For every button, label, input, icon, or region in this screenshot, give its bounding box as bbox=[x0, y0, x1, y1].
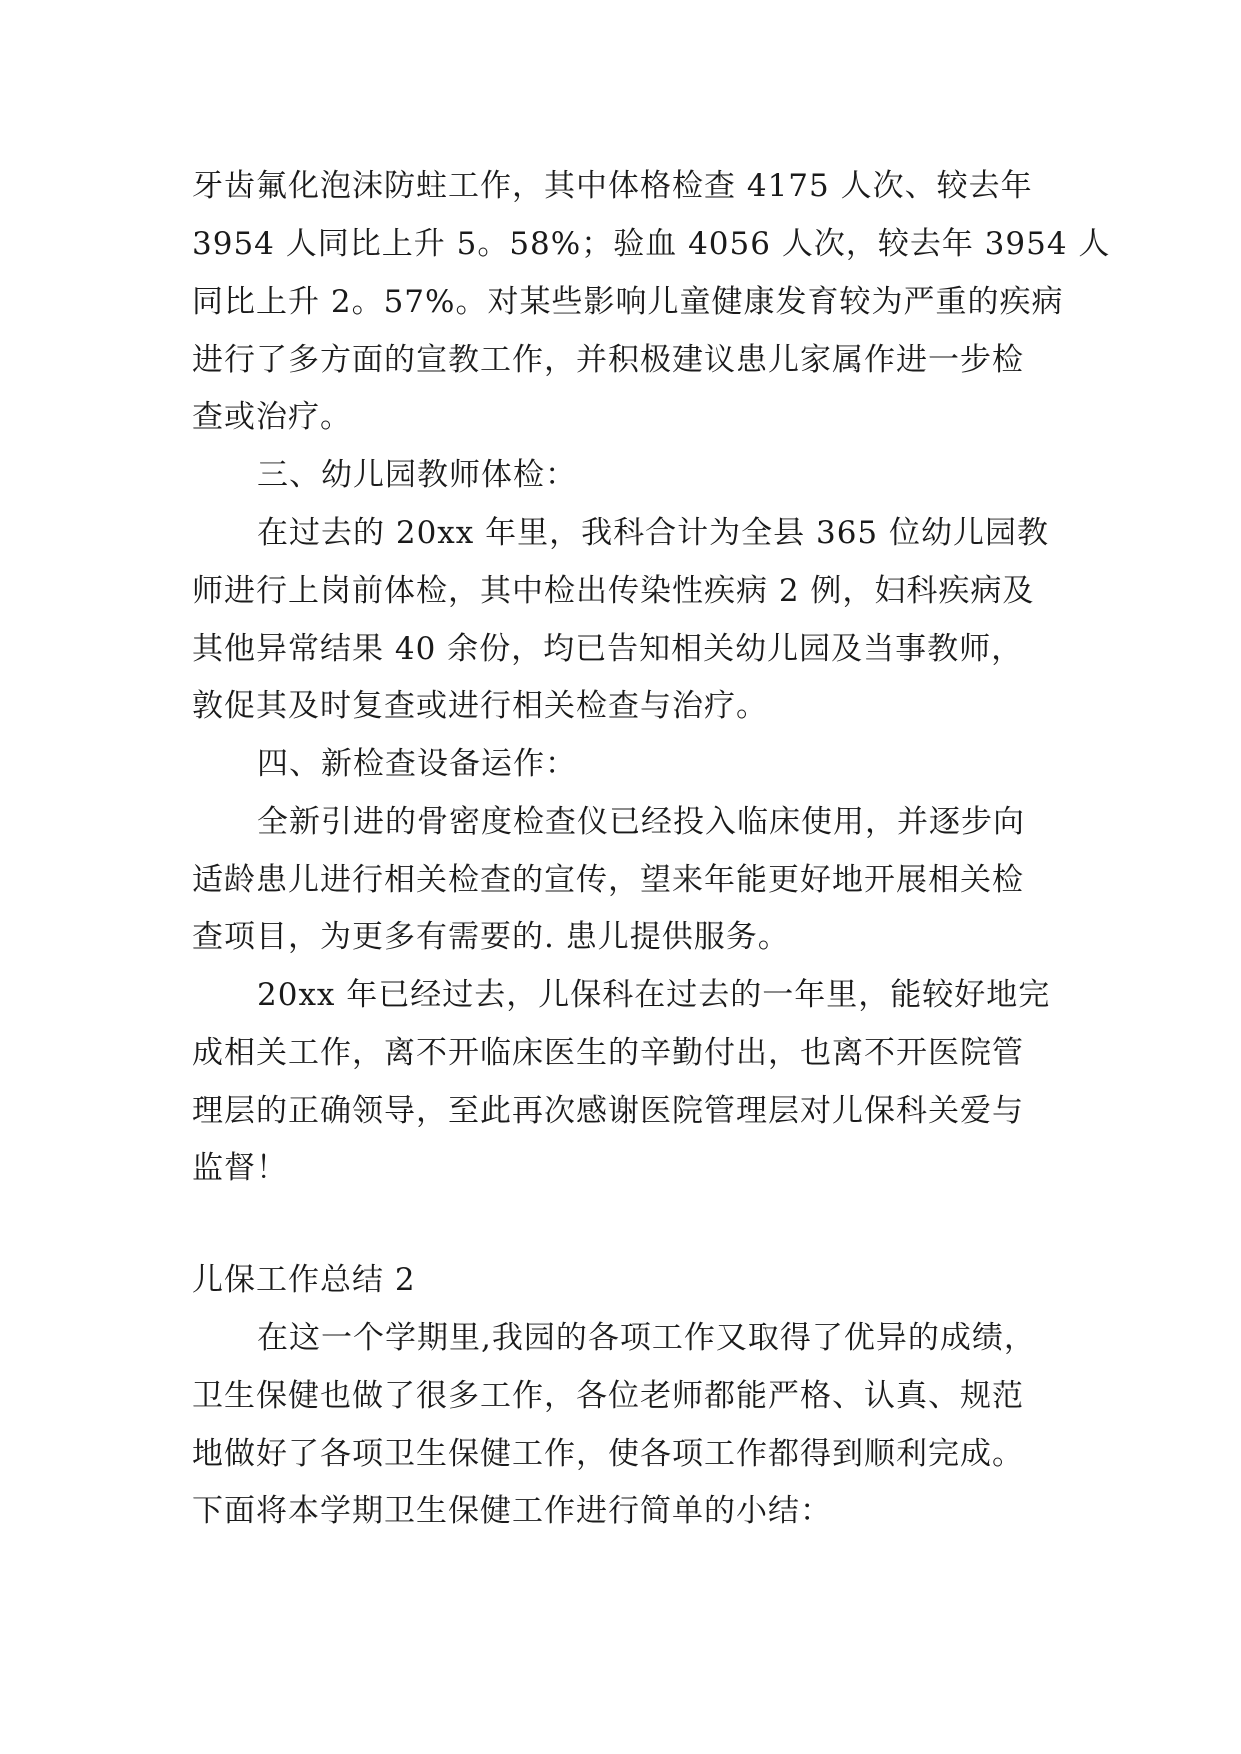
text-line: 敦促其及时复查或进行相关检查与治疗。 bbox=[192, 688, 768, 724]
text-line: 卫生保健也做了很多工作，各位老师都能严格、认真、规范 bbox=[192, 1378, 1024, 1414]
section-heading: 三、幼儿园教师体检： bbox=[257, 457, 577, 493]
text-line: 地做好了各项卫生保健工作，使各项工作都得到顺利完成。 bbox=[192, 1436, 1024, 1472]
text-line: 适龄患儿进行相关检查的宣传，望来年能更好地开展相关检 bbox=[192, 862, 1024, 898]
text-line: 其他异常结果 40 余份，均已告知相关幼儿园及当事教师， bbox=[192, 631, 1024, 667]
text-line: 师进行上岗前体检，其中检出传染性疾病 2 例，妇科疾病及 bbox=[192, 573, 1035, 609]
text-line: 20xx 年已经过去，儿保科在过去的一年里，能较好地完 bbox=[257, 977, 1051, 1013]
section-heading: 四、新检查设备运作： bbox=[257, 746, 577, 782]
text-line: 牙齿氟化泡沫防蛀工作，其中体格检查 4175 人次、较去年 bbox=[192, 168, 1033, 204]
doc-title: 儿保工作总结 2 bbox=[192, 1262, 416, 1298]
text-line: 查项目，为更多有需要的. 患儿提供服务。 bbox=[192, 919, 790, 955]
text-line: 全新引进的骨密度检查仪已经投入临床使用，并逐步向 bbox=[257, 804, 1025, 840]
text-line: 监督！ bbox=[192, 1150, 288, 1186]
text-line: 在这一个学期里,我园的各项工作又取得了优异的成绩， bbox=[257, 1320, 1036, 1356]
text-line: 在过去的 20xx 年里，我科合计为全县 365 位幼儿园教 bbox=[257, 515, 1049, 551]
text-line: 下面将本学期卫生保健工作进行简单的小结： bbox=[192, 1493, 832, 1529]
text-line: 查或治疗。 bbox=[192, 399, 352, 435]
text-line: 3954 人同比上升 5。58%；验血 4056 人次，较去年 3954 人 bbox=[192, 226, 1111, 262]
text-line: 同比上升 2。57%。对某些影响儿童健康发育较为严重的疾病 bbox=[192, 284, 1064, 320]
text-line: 成相关工作，离不开临床医生的辛勤付出，也离不开医院管 bbox=[192, 1035, 1024, 1071]
text-line: 进行了多方面的宣教工作，并积极建议患儿家属作进一步检 bbox=[192, 342, 1024, 378]
text-line: 理层的正确领导，至此再次感谢医院管理层对儿保科关爱与 bbox=[192, 1093, 1024, 1129]
